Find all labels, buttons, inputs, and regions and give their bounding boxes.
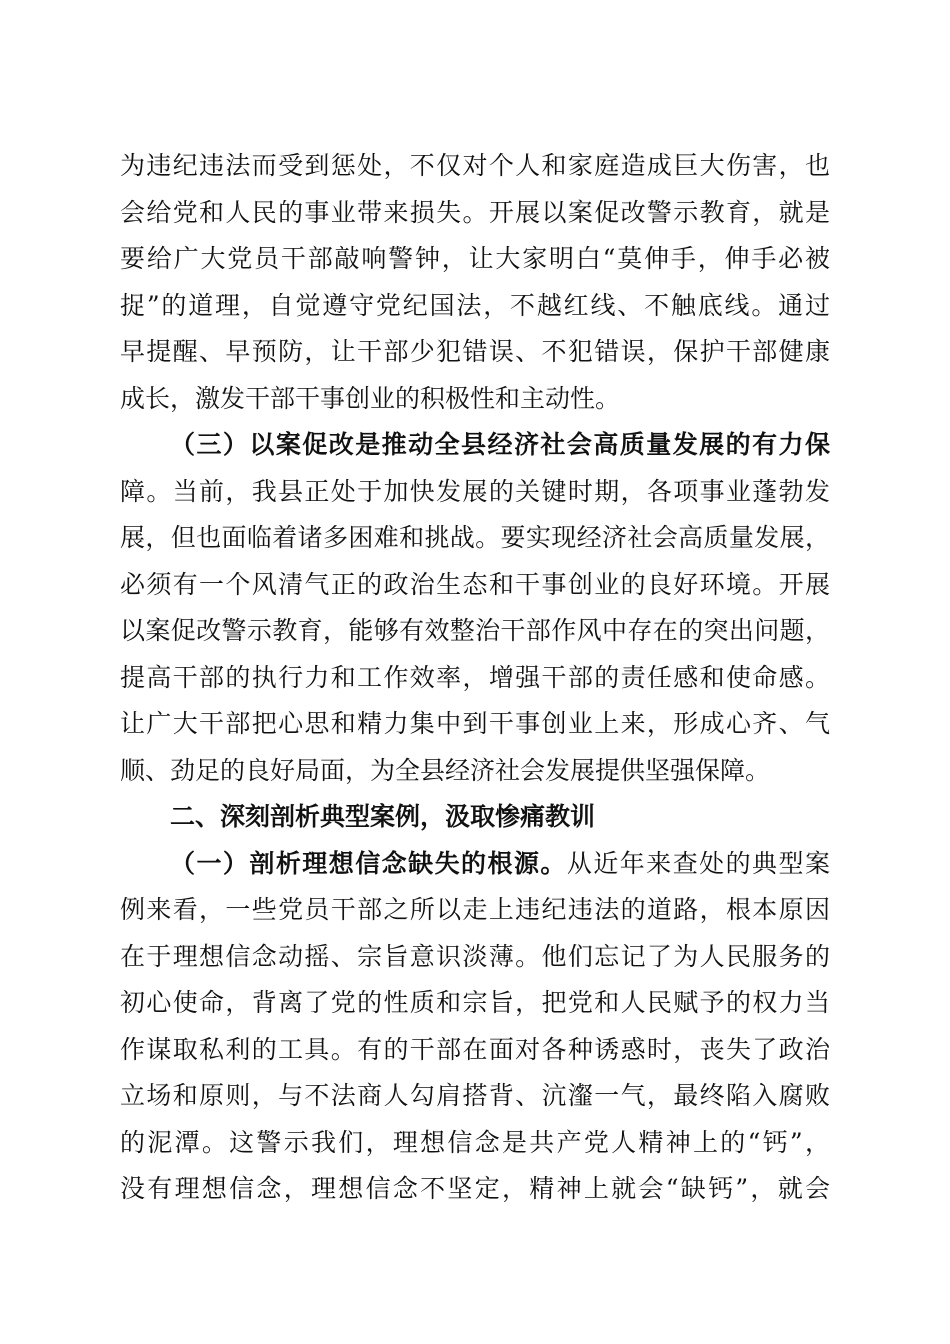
paragraph-line: 捉”的道理，自觉遵守党纪国法，不越红线、不触底线。通过	[120, 290, 830, 320]
subsection-heading: （一）剖析理想信念缺失的根源。	[170, 848, 567, 878]
section-heading: 二、深刻剖析典型案例，汲取惨痛教训	[170, 802, 596, 831]
paragraph-line: 障。当前，我县正处于加快发展的关键时期，各项事业蓬勃发	[120, 476, 830, 506]
paragraph-first-line	[120, 841, 830, 888]
paragraph-line: 例来看，一些党员干部之所以走上违纪违法的道路，根本原因	[120, 895, 830, 924]
paragraph-line: 没有理想信念，理想信念不坚定，精神上就会“缺钙”，就会	[120, 1174, 830, 1203]
paragraph-line: 在于理想信念动摇、宗旨意识淡薄。他们忘记了为人民服务的	[120, 941, 830, 971]
paragraph-line: 的泥潭。这警示我们，理想信念是共产党人精神上的“钙”，	[120, 1127, 830, 1157]
subsection-heading: （三）以案促改是推动全县经济社会高质量发展的有力保	[170, 430, 830, 459]
paragraph-line: 作谋取私利的工具。有的干部在面对各种诱惑时，丧失了政治	[120, 1034, 830, 1064]
paragraph-line: 初心使命，背离了党的性质和宗旨，把党和人民赋予的权力当	[120, 988, 830, 1017]
paragraph-line: 要给广大党员干部敲响警钟，让大家明白“莫伸手，伸手必被	[120, 244, 830, 273]
paragraph-line: 提高干部的执行力和工作效率，增强干部的责任感和使命感。	[120, 662, 830, 692]
paragraph-line: 以案促改警示教育，能够有效整治干部作风中存在的突出问题，	[120, 616, 830, 645]
paragraph-line: 会给党和人民的事业带来损失。开展以案促改警示教育，就是	[120, 197, 830, 227]
paragraph-text: 从近年来查处的典型案	[566, 848, 830, 878]
paragraph-line: 顺、劲足的良好局面，为全县经济社会发展提供坚强保障。	[120, 755, 771, 785]
paragraph-line: 展，但也面临着诸多困难和挑战。要实现经济社会高质量发展，	[120, 523, 830, 552]
paragraph-line: 让广大干部把心思和精力集中到干事创业上来，形成心齐、气	[120, 709, 830, 738]
paragraph-line: 立场和原则，与不法商人勾肩搭背、沆瀣一气，最终陷入腐败	[120, 1081, 830, 1110]
document-body	[120, 143, 830, 1213]
paragraph-line: 成长，激发干部干事创业的积极性和主动性。	[120, 383, 621, 413]
paragraph-line: 必须有一个风清气正的政治生态和干事创业的良好环境。开展	[120, 569, 830, 599]
paragraph-line: 为违纪违法而受到惩处，不仅对个人和家庭造成巨大伤害，也	[120, 151, 830, 180]
paragraph-line: 早提醒、早预防，让干部少犯错误、不犯错误，保护干部健康	[120, 337, 830, 366]
